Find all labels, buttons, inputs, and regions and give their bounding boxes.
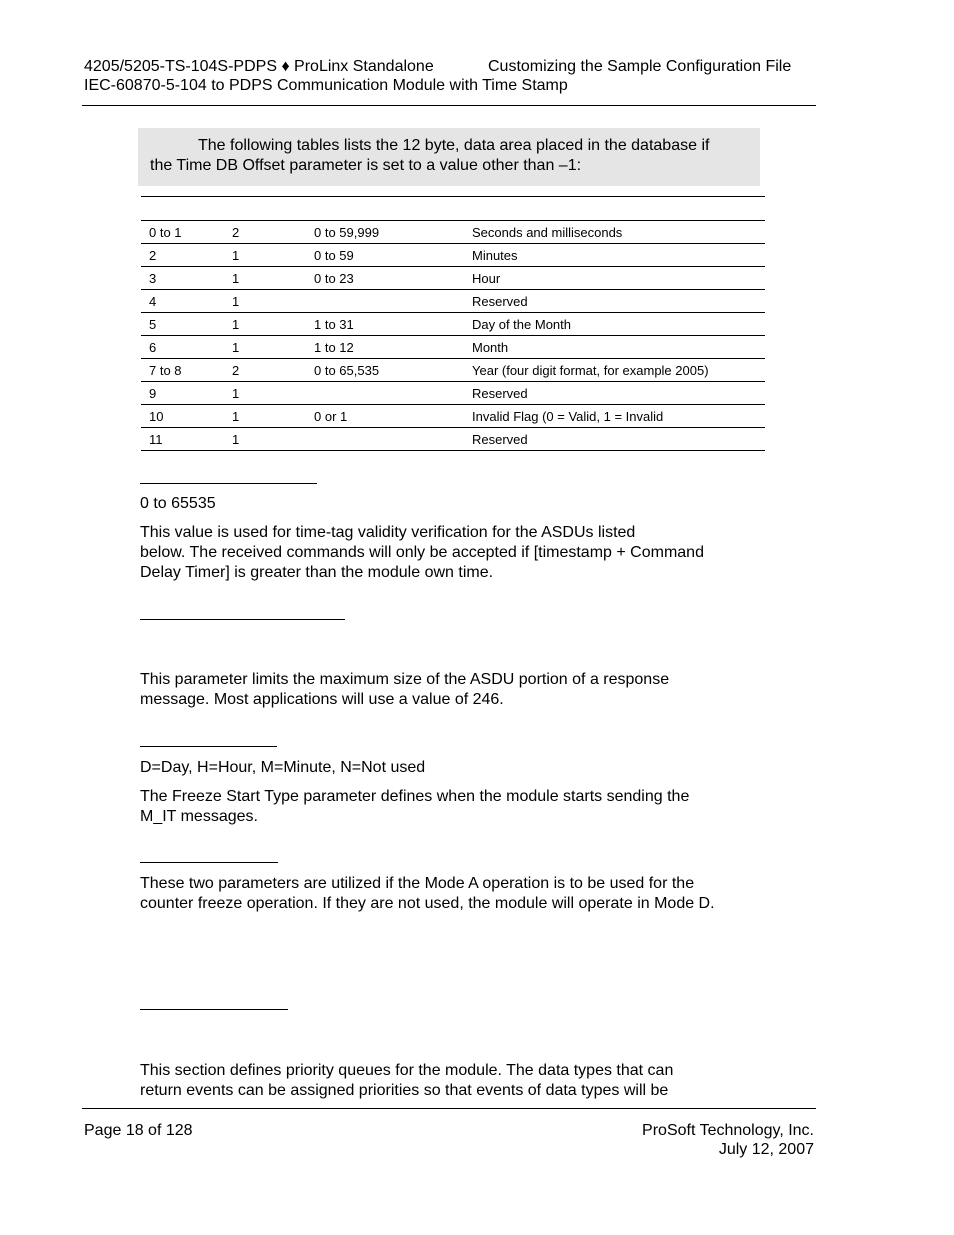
size-cell: 1 — [224, 336, 306, 359]
header-section-title: Customizing the Sample Configuration File — [488, 58, 792, 75]
offset-cell: 3 — [141, 267, 224, 290]
range-cell — [306, 382, 464, 405]
range-cell: 0 to 59,999 — [306, 221, 464, 244]
freeze-start-description — [140, 787, 689, 827]
table-row — [141, 267, 765, 290]
offset-cell: 11 — [141, 428, 224, 451]
command-delay-range: 0 to 65535 — [140, 495, 216, 512]
offset-cell: 0 to 1 — [141, 221, 224, 244]
range-cell — [306, 290, 464, 313]
range-cell: 1 to 31 — [306, 313, 464, 336]
table-row — [141, 382, 765, 405]
header-rule — [82, 105, 816, 106]
size-cell: 2 — [224, 359, 306, 382]
size-cell: 1 — [224, 290, 306, 313]
footer-right — [642, 1121, 814, 1159]
priority-line-1: This section defines priority queues for the module. The data types that can — [140, 1062, 674, 1079]
size-cell: 1 — [224, 313, 306, 336]
note-box — [138, 128, 760, 186]
max-asdu-heading-rule — [140, 619, 345, 620]
offset-cell: 2 — [141, 244, 224, 267]
size-cell: 1 — [224, 382, 306, 405]
offset-cell: 7 to 8 — [141, 359, 224, 382]
max-asdu-line-1: This parameter limits the maximum size of the ASDU portion of a response — [140, 671, 670, 688]
description-cell: Minutes — [464, 244, 765, 267]
range-cell: 1 to 12 — [306, 336, 464, 359]
offset-cell: 6 — [141, 336, 224, 359]
description-cell: Reserved — [464, 382, 765, 405]
command-delay-line-3: Delay Timer] is greater than the module own time. — [140, 564, 494, 581]
max-asdu-description — [140, 670, 669, 710]
max-asdu-line-2: message. Most applications will use a value of 246. — [140, 691, 504, 708]
table-row — [141, 290, 765, 313]
freeze-start-heading-rule — [140, 746, 277, 747]
size-cell: 1 — [224, 244, 306, 267]
description-cell: Day of the Month — [464, 313, 765, 336]
offset-cell: 4 — [141, 290, 224, 313]
command-delay-heading-rule — [140, 483, 317, 484]
description-cell: Month — [464, 336, 765, 359]
interval-heading-rule — [140, 862, 278, 863]
offset-cell: 5 — [141, 313, 224, 336]
priority-description — [140, 1061, 673, 1101]
header-product-title: 4205/5205-TS-104S-PDPS ♦ ProLinx Standalone — [84, 58, 434, 75]
note-line-1: The following tables lists the 12 byte, data area placed in the database if — [198, 137, 710, 154]
description-cell: Invalid Flag (0 = Valid, 1 = Invalid — [464, 405, 765, 428]
range-cell: 0 or 1 — [306, 405, 464, 428]
range-cell: 0 to 59 — [306, 244, 464, 267]
size-cell: 1 — [224, 405, 306, 428]
command-delay-description — [140, 523, 704, 583]
description-cell: Year (four digit format, for example 2005) — [464, 359, 765, 382]
offset-cell: 10 — [141, 405, 224, 428]
range-cell: 0 to 65,535 — [306, 359, 464, 382]
freeze-start-line-2: M_IT messages. — [140, 808, 258, 825]
document-date: July 12, 2007 — [718, 1141, 814, 1158]
description-cell: Reserved — [464, 290, 765, 313]
header-module-title: IEC-60870-5-104 to PDPS Communication Module with Time Stamp — [84, 77, 568, 94]
size-cell: 1 — [224, 267, 306, 290]
description-cell: Reserved — [464, 428, 765, 451]
note-line-2: the Time DB Offset parameter is set to a value other than –1: — [150, 157, 582, 174]
table-row — [141, 313, 765, 336]
range-cell — [306, 428, 464, 451]
description-cell: Hour — [464, 267, 765, 290]
range-cell: 0 to 23 — [306, 267, 464, 290]
command-delay-line-1: This value is used for time-tag validity verification for the ASDUs listed — [140, 524, 636, 541]
table-row — [141, 244, 765, 267]
table-row — [141, 221, 765, 244]
table-row — [141, 428, 765, 451]
footer-rule — [82, 1108, 816, 1109]
company-name: ProSoft Technology, Inc. — [642, 1122, 814, 1139]
table-row — [141, 405, 765, 428]
table-row — [141, 336, 765, 359]
table-row — [141, 359, 765, 382]
offset-cell: 9 — [141, 382, 224, 405]
interval-description — [140, 874, 715, 914]
freeze-start-line-1: The Freeze Start Type parameter defines when the module starts sending the — [140, 788, 690, 805]
size-cell: 1 — [224, 428, 306, 451]
priority-heading-rule — [140, 1009, 288, 1010]
interval-line-2: counter freeze operation. If they are not used, the module will operate in Mode D. — [140, 895, 715, 912]
command-delay-line-2: below. The received commands will only be accepted if [timestamp + Command — [140, 544, 704, 561]
description-cell: Seconds and milliseconds — [464, 221, 765, 244]
time-data-table — [141, 220, 765, 451]
interval-line-1: These two parameters are utilized if the Mode A operation is to be used for the — [140, 875, 695, 892]
table-top-rule — [141, 196, 765, 197]
page-number: Page 18 of 128 — [84, 1122, 193, 1139]
time-table-body — [141, 221, 765, 451]
priority-line-2: return events can be assigned priorities so that events of data types will be — [140, 1082, 669, 1099]
freeze-start-range: D=Day, H=Hour, M=Minute, N=Not used — [140, 759, 426, 776]
size-cell: 2 — [224, 221, 306, 244]
